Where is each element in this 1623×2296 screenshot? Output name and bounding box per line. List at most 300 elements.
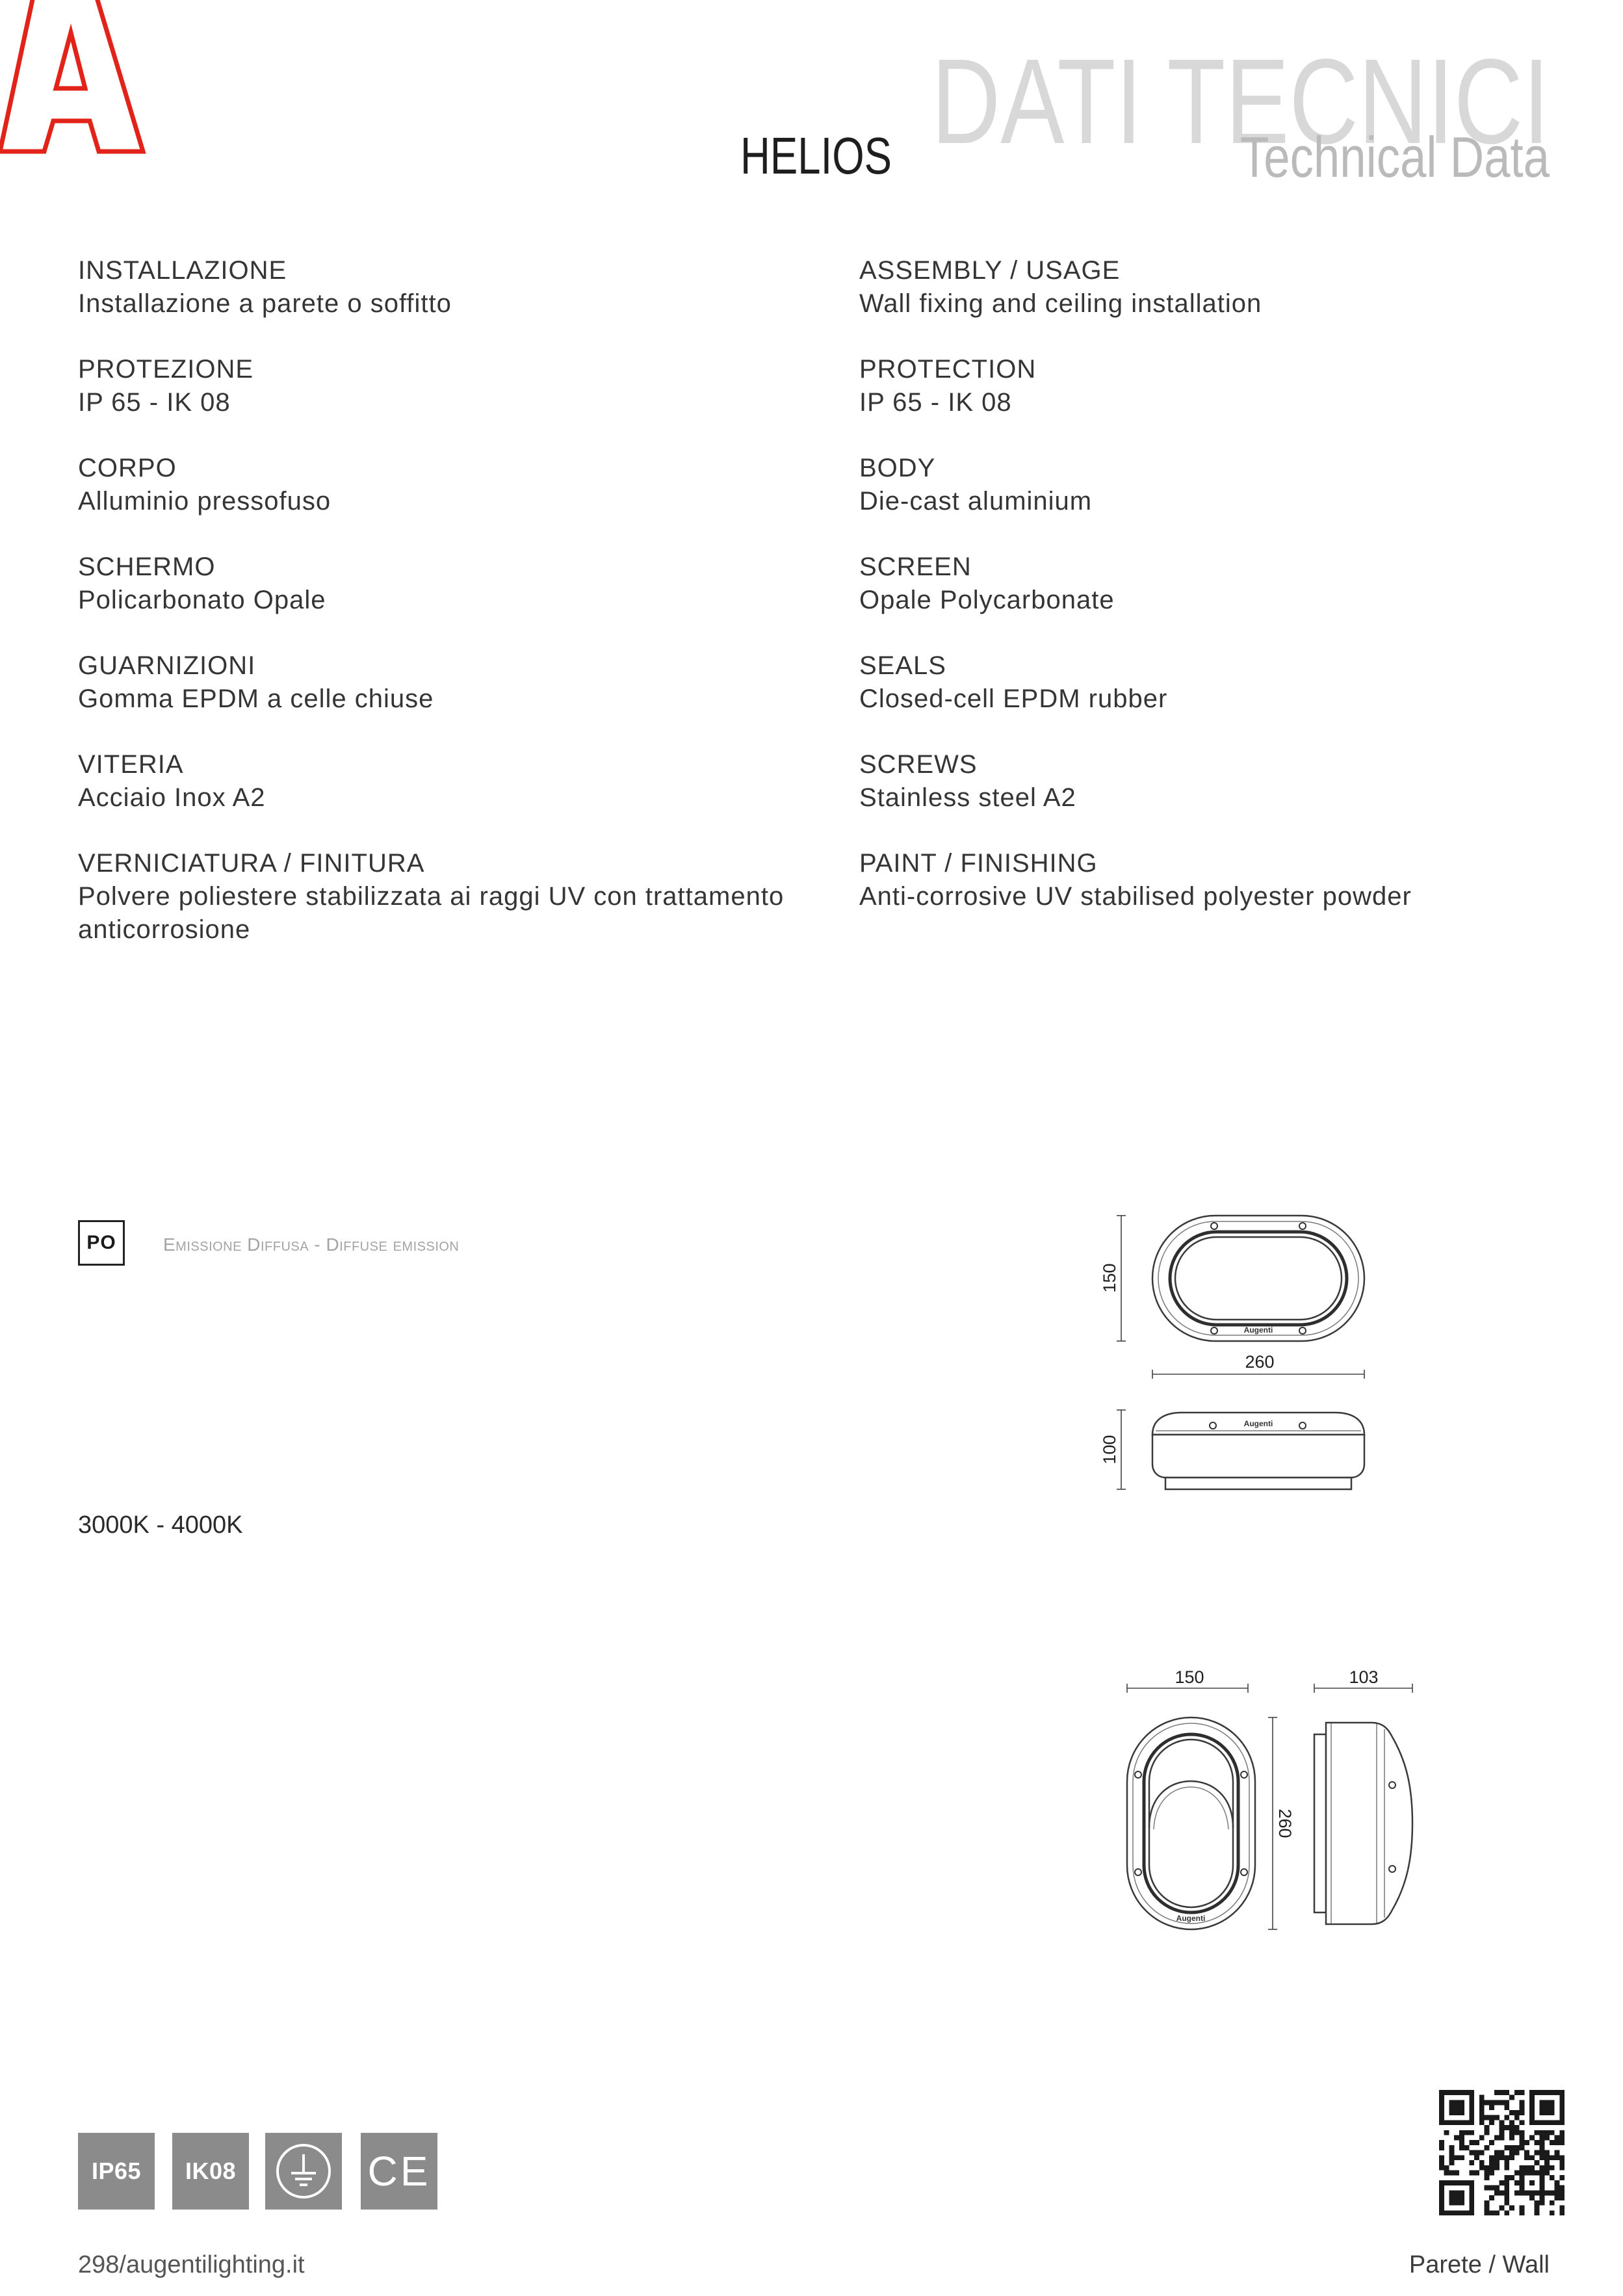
qr-module (1524, 2171, 1529, 2176)
qr-module (1544, 2105, 1550, 2110)
qr-module (1459, 2105, 1464, 2110)
qr-module (1550, 2100, 1555, 2105)
qr-module (1514, 2090, 1520, 2095)
qr-module (1535, 2090, 1540, 2095)
spec-label: SCREWS (859, 750, 978, 779)
qr-module (1479, 2110, 1485, 2115)
screw (1135, 1771, 1141, 1778)
qr-module (1439, 2190, 1444, 2195)
qr-module (1439, 2165, 1444, 2171)
product-name: HELIOS (740, 127, 892, 185)
qr-module (1439, 2160, 1444, 2165)
qr-module (1504, 2195, 1509, 2200)
qr-module (1520, 2175, 1525, 2180)
qr-module (1469, 2105, 1474, 2110)
qr-module (1520, 2190, 1525, 2195)
qr-module (1520, 2090, 1525, 2095)
profile-view-base (1314, 1734, 1326, 1912)
brand-mark: Augenti (1176, 1914, 1206, 1923)
screw (1210, 1422, 1216, 1429)
qr-module (1559, 2185, 1565, 2191)
qr-module (1524, 2155, 1529, 2160)
qr-module (1504, 2145, 1509, 2150)
spec-label: INSTALLAZIONE (78, 256, 287, 285)
qr-module (1479, 2115, 1485, 2120)
spec-value: IP 65 - IK 08 (78, 388, 231, 417)
qr-module (1555, 2150, 1560, 2156)
qr-module (1484, 2171, 1489, 2176)
qr-module (1509, 2206, 1514, 2211)
qr-module (1539, 2200, 1544, 2206)
qr-module (1514, 2125, 1520, 2130)
spec-value: Polvere poliestere stabilizzata ai raggi UV con trattamento anticorrosione (78, 882, 785, 944)
qr-module (1514, 2145, 1520, 2150)
qr-module (1484, 2175, 1489, 2180)
qr-module (1504, 2155, 1509, 2160)
screw (1211, 1223, 1217, 1229)
qr-module (1484, 2100, 1489, 2105)
qr-module (1550, 2120, 1555, 2125)
qr-module (1529, 2195, 1535, 2200)
qr-module (1449, 2200, 1454, 2206)
page-header (715, 26, 1573, 195)
qr-module (1494, 2185, 1500, 2191)
qr-module (1464, 2180, 1470, 2185)
qr-module (1529, 2095, 1535, 2100)
technical-drawings (1092, 1196, 1443, 1950)
qr-module (1504, 2185, 1509, 2191)
qr-module (1494, 2210, 1500, 2215)
qr-module (1439, 2110, 1444, 2115)
qr-module (1469, 2130, 1474, 2135)
side-view-drawing (1152, 1413, 1364, 1489)
qr-module (1469, 2200, 1474, 2206)
qr-module (1479, 2100, 1485, 2105)
qr-module (1469, 2160, 1474, 2165)
qr-module (1559, 2090, 1565, 2095)
qr-module (1539, 2110, 1544, 2115)
qr-module (1500, 2125, 1505, 2130)
qr-module (1559, 2206, 1565, 2211)
badge-ik08 (172, 2133, 249, 2210)
qr-module (1484, 2165, 1489, 2171)
qr-module (1555, 2195, 1560, 2200)
qr-module (1514, 2180, 1520, 2185)
qr-module (1449, 2171, 1454, 2176)
spec-value: Alluminio pressofuso (78, 487, 331, 515)
qr-module (1544, 2150, 1550, 2156)
qr-module (1514, 2190, 1520, 2195)
spec-seals-it (78, 649, 819, 716)
qr-module (1459, 2130, 1464, 2135)
qr-module (1539, 2195, 1544, 2200)
qr-module (1484, 2130, 1489, 2135)
badge-ce (361, 2133, 437, 2210)
qr-module (1459, 2120, 1464, 2125)
qr-module (1535, 2171, 1540, 2176)
qr-module (1459, 2110, 1464, 2115)
qr-module (1459, 2195, 1464, 2200)
qr-module (1504, 2190, 1509, 2195)
qr-module (1559, 2210, 1565, 2215)
qr-module (1539, 2090, 1544, 2095)
qr-module (1489, 2160, 1494, 2165)
spec-value: Policarbonato Opale (78, 586, 326, 614)
spec-finishing-en (859, 847, 1574, 913)
qr-module (1520, 2206, 1525, 2211)
brand-logo (0, 0, 156, 163)
specs-italian-column (78, 254, 819, 979)
qr-module (1509, 2150, 1514, 2156)
spec-protection-it (78, 353, 819, 419)
qr-module (1454, 2195, 1459, 2200)
qr-module (1539, 2171, 1544, 2176)
qr-module (1454, 2190, 1459, 2195)
qr-module (1474, 2140, 1479, 2145)
dimension-label: 150 (1175, 1667, 1204, 1687)
qr-module (1555, 2190, 1560, 2195)
section-title: DATI TECNICI (931, 34, 1550, 169)
qr-module (1520, 2165, 1525, 2171)
qr-module (1535, 2140, 1540, 2145)
spec-value: Wall fixing and ceiling installation (859, 289, 1262, 318)
qr-module (1539, 2150, 1544, 2156)
qr-module (1539, 2145, 1544, 2150)
qr-module (1509, 2120, 1514, 2125)
spec-label: VERNICIATURA / FINITURA (78, 849, 425, 878)
qr-module (1539, 2175, 1544, 2180)
screw (1389, 1866, 1396, 1872)
qr-module (1520, 2145, 1525, 2150)
qr-module (1464, 2090, 1470, 2095)
spec-label: PROTEZIONE (78, 355, 254, 384)
qr-module (1484, 2145, 1489, 2150)
qr-module (1555, 2185, 1560, 2191)
qr-module (1559, 2105, 1565, 2110)
qr-module (1444, 2120, 1449, 2125)
qr-module (1504, 2100, 1509, 2105)
qr-module (1544, 2155, 1550, 2160)
spec-body-it (78, 452, 819, 518)
spec-value: Closed-cell EPDM rubber (859, 685, 1168, 713)
qr-module (1474, 2150, 1479, 2156)
qr-module (1444, 2180, 1449, 2185)
spec-label: SCREEN (859, 553, 972, 581)
logo-letter-a-outline (0, 0, 143, 151)
qr-module (1439, 2155, 1444, 2160)
qr-module (1504, 2090, 1509, 2095)
qr-module (1550, 2090, 1555, 2095)
qr-module (1539, 2135, 1544, 2140)
qr-module (1494, 2100, 1500, 2105)
qr-module (1520, 2210, 1525, 2215)
emission-description: Emissione Diffusa - Diffuse emission (163, 1234, 460, 1255)
qr-module (1489, 2120, 1494, 2125)
qr-module (1529, 2110, 1535, 2115)
spec-seals-en (859, 649, 1574, 716)
front-view-drawing (1127, 1717, 1255, 1929)
qr-module (1559, 2100, 1565, 2105)
spec-protection-en (859, 353, 1574, 419)
qr-module (1504, 2165, 1509, 2171)
qr-module (1555, 2120, 1560, 2125)
dimension-top-view-height (1100, 1216, 1126, 1341)
qr-module (1489, 2171, 1494, 2176)
qr-module (1544, 2120, 1550, 2125)
qr-module (1489, 2185, 1494, 2191)
mounting-type: Parete / Wall (1409, 2251, 1550, 2278)
qr-module (1500, 2150, 1505, 2156)
qr-module (1439, 2105, 1444, 2110)
qr-module (1474, 2155, 1479, 2160)
qr-module (1489, 2210, 1494, 2215)
qr-module (1479, 2160, 1485, 2165)
qr-module (1500, 2100, 1505, 2105)
spec-installation-en (859, 254, 1574, 320)
qr-module (1439, 2115, 1444, 2120)
qr-module (1529, 2135, 1535, 2140)
qr-module (1559, 2120, 1565, 2125)
qr-module (1494, 2190, 1500, 2195)
qr-module (1504, 2105, 1509, 2110)
qr-module (1559, 2155, 1565, 2160)
qr-module (1520, 2100, 1525, 2105)
qr-module (1469, 2185, 1474, 2191)
qr-module (1529, 2090, 1535, 2095)
badge-protective-earth (265, 2133, 342, 2210)
qr-module (1535, 2200, 1540, 2206)
qr-module (1464, 2210, 1470, 2215)
qr-module (1479, 2120, 1485, 2125)
qr-module (1539, 2155, 1544, 2160)
dimension-label: 100 (1100, 1435, 1119, 1465)
qr-module (1524, 2150, 1529, 2156)
qr-module (1449, 2105, 1454, 2110)
qr-module (1469, 2100, 1474, 2105)
qr-module (1439, 2095, 1444, 2100)
qr-module (1454, 2180, 1459, 2185)
qr-module (1459, 2100, 1464, 2105)
badge-label: IK08 (185, 2158, 237, 2184)
qr-module (1449, 2100, 1454, 2105)
qr-module (1504, 2175, 1509, 2180)
qr-module (1500, 2190, 1505, 2195)
qr-module (1484, 2125, 1489, 2130)
spec-screen-it (78, 551, 819, 617)
qr-module (1459, 2145, 1464, 2150)
profile-view-body (1326, 1723, 1412, 1924)
qr-module (1520, 2180, 1525, 2185)
qr-module (1500, 2155, 1505, 2160)
qr-module (1489, 2100, 1494, 2105)
qr-module (1484, 2206, 1489, 2211)
dimension-top-view-length (1152, 1352, 1364, 1379)
qr-module (1520, 2105, 1525, 2110)
qr-module (1529, 2180, 1535, 2185)
qr-module (1509, 2135, 1514, 2140)
qr-module (1544, 2130, 1550, 2135)
qr-module (1439, 2140, 1444, 2145)
qr-module (1504, 2115, 1509, 2120)
qr-module (1529, 2171, 1535, 2176)
qr-module (1550, 2210, 1555, 2215)
spec-label: ASSEMBLY / USAGE (859, 256, 1121, 285)
qr-module (1449, 2150, 1454, 2156)
qr-module (1500, 2090, 1505, 2095)
qr-module (1520, 2120, 1525, 2125)
qr-module (1439, 2210, 1444, 2215)
qr-module (1469, 2110, 1474, 2115)
qr-module (1555, 2180, 1560, 2185)
qr-module (1449, 2210, 1454, 2215)
qr-module (1559, 2095, 1565, 2100)
qr-module (1544, 2110, 1550, 2115)
spec-value: IP 65 - IK 08 (859, 388, 1012, 417)
screw (1389, 1782, 1396, 1788)
screw (1135, 1869, 1141, 1875)
qr-module (1544, 2160, 1550, 2165)
qr-module (1539, 2100, 1544, 2105)
qr-module (1520, 2140, 1525, 2145)
emission-code-box (78, 1220, 125, 1266)
spec-label: SEALS (859, 651, 946, 680)
qr-module (1469, 2180, 1474, 2185)
spec-value: Installazione a parete o soffitto (78, 289, 452, 318)
spec-label: BODY (859, 454, 936, 482)
qr-module (1500, 2206, 1505, 2211)
qr-module (1509, 2175, 1514, 2180)
qr-module (1449, 2190, 1454, 2195)
qr-module (1469, 2195, 1474, 2200)
page-reference: 298/augentilighting.it (78, 2251, 305, 2278)
ce-mark: CE (367, 2148, 431, 2195)
spec-label: SCHERMO (78, 553, 216, 581)
profile-view-drawing (1314, 1723, 1412, 1924)
qr-module (1550, 2200, 1555, 2206)
qr-module (1539, 2165, 1544, 2171)
qr-module (1494, 2090, 1500, 2095)
qr-module (1484, 2185, 1489, 2191)
spec-value: Opale Polycarbonate (859, 586, 1115, 614)
qr-module (1469, 2115, 1474, 2120)
qr-module (1544, 2171, 1550, 2176)
qr-module (1459, 2200, 1464, 2206)
qr-module (1489, 2115, 1494, 2120)
qr-module (1559, 2130, 1565, 2135)
qr-module (1469, 2171, 1474, 2176)
qr-module (1449, 2110, 1454, 2115)
qr-module (1555, 2155, 1560, 2160)
spec-label: PAINT / FINISHING (859, 849, 1098, 878)
qr-module (1454, 2135, 1459, 2140)
qr-module (1529, 2155, 1535, 2160)
dimension-label: 150 (1100, 1263, 1119, 1293)
qr-module (1439, 2090, 1444, 2095)
qr-module (1454, 2171, 1459, 2176)
qr-module (1469, 2210, 1474, 2215)
qr-module (1454, 2155, 1459, 2160)
qr-module (1464, 2130, 1470, 2135)
qr-module (1555, 2090, 1560, 2095)
qr-module (1529, 2190, 1535, 2195)
qr-module (1559, 2195, 1565, 2200)
qr-module (1500, 2120, 1505, 2125)
spec-value: Stainless steel A2 (859, 783, 1076, 812)
screw (1299, 1422, 1306, 1429)
screw (1241, 1771, 1247, 1778)
qr-module (1550, 2190, 1555, 2195)
qr-module (1544, 2190, 1550, 2195)
qr-module (1459, 2210, 1464, 2215)
qr-module (1539, 2185, 1544, 2191)
qr-module (1509, 2110, 1514, 2115)
qr-module (1489, 2195, 1494, 2200)
qr-module (1479, 2165, 1485, 2171)
qr-module (1494, 2115, 1500, 2120)
qr-module (1469, 2206, 1474, 2211)
spec-label: VITERIA (78, 750, 184, 779)
qr-module (1449, 2155, 1454, 2160)
qr-module (1454, 2110, 1459, 2115)
color-temperature: 3000K - 4000K (78, 1511, 243, 1539)
qr-module (1529, 2120, 1535, 2125)
qr-module (1544, 2135, 1550, 2140)
qr-module (1539, 2130, 1544, 2135)
qr-module (1449, 2145, 1454, 2150)
qr-module (1520, 2171, 1525, 2176)
qr-module (1504, 2180, 1509, 2185)
spec-value: Die-cast aluminium (859, 487, 1093, 515)
qr-module (1449, 2195, 1454, 2200)
qr-module (1509, 2155, 1514, 2160)
qr-module (1514, 2171, 1520, 2176)
section-subtitle: Technical Data (1240, 125, 1550, 189)
qr-module (1535, 2210, 1540, 2215)
qr-module (1550, 2105, 1555, 2110)
qr-module (1469, 2095, 1474, 2100)
qr-module (1559, 2165, 1565, 2171)
qr-module (1514, 2130, 1520, 2135)
spec-screws-it (78, 748, 819, 815)
spec-screws-en (859, 748, 1574, 815)
qr-module (1559, 2175, 1565, 2180)
qr-module (1479, 2135, 1485, 2140)
qr-module (1439, 2185, 1444, 2191)
protective-earth-icon (265, 2133, 342, 2210)
qr-module (1494, 2165, 1500, 2171)
qr-module (1454, 2090, 1459, 2095)
qr-module (1454, 2210, 1459, 2215)
qr-module (1459, 2140, 1464, 2145)
qr-module (1535, 2130, 1540, 2135)
front-view-lens (1149, 1740, 1233, 1907)
qr-module (1520, 2185, 1525, 2191)
qr-module (1439, 2200, 1444, 2206)
qr-module (1459, 2090, 1464, 2095)
qr-module (1550, 2165, 1555, 2171)
spec-label: GUARNIZIONI (78, 651, 256, 680)
qr-module (1529, 2115, 1535, 2120)
spec-label: PROTECTION (859, 355, 1037, 384)
qr-module (1469, 2090, 1474, 2095)
qr-module (1535, 2120, 1540, 2125)
qr-module (1535, 2150, 1540, 2156)
qr-module (1535, 2160, 1540, 2165)
qr-module (1555, 2135, 1560, 2140)
qr-module (1459, 2135, 1464, 2140)
qr-module (1484, 2210, 1489, 2215)
side-view-base (1165, 1478, 1351, 1489)
